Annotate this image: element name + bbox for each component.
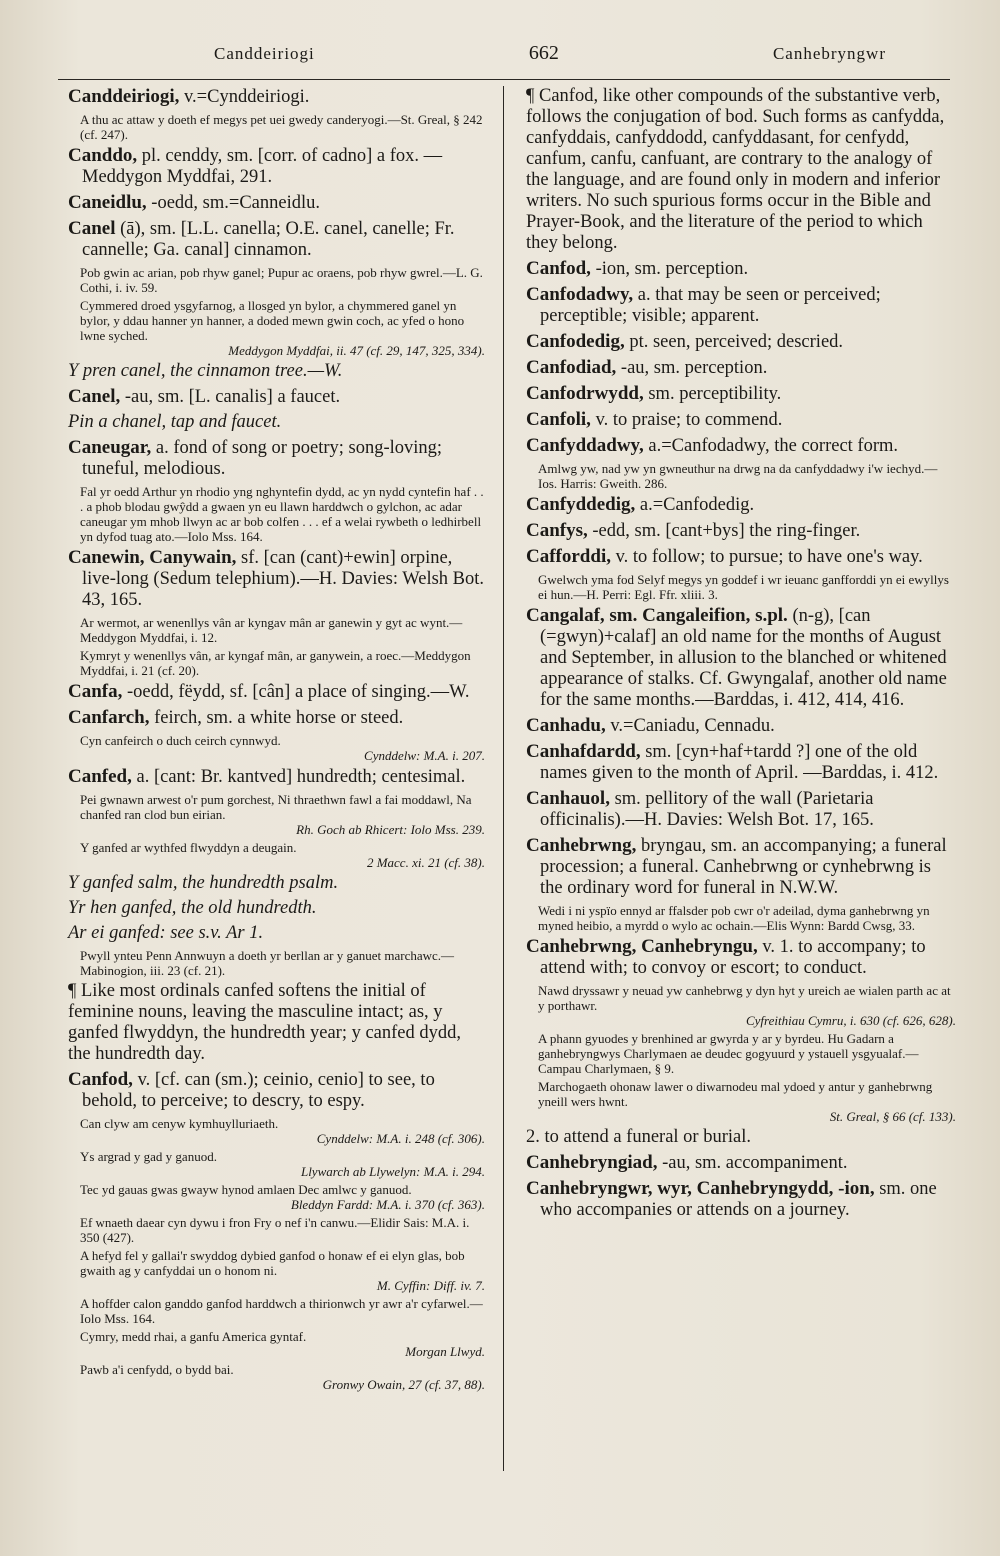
dictionary-entry bbox=[526, 409, 956, 431]
example-phrase: Ar ei ganfed: see s.v. Ar 1. bbox=[68, 923, 264, 943]
usage-note: ¶ Like most ordinals canfed softens the initial of feminine nouns, leaving the masculine intact; as, y ganfed flwyddyn, the hundredth year; y canfed dydd, the hundredth day. bbox=[68, 981, 461, 1064]
entry-definition: v.=Cynddeiriogi. bbox=[184, 87, 310, 107]
entry-headword: Canhadu, bbox=[526, 715, 606, 736]
dictionary-entry bbox=[526, 520, 956, 542]
citation-quote bbox=[538, 903, 956, 933]
citation-quote bbox=[80, 948, 485, 978]
citation-text: Nawd dryssawr y neuad yw canhebrwg y dyn hyt y ureich ae wialen parth ac at y porthawr. bbox=[538, 983, 951, 1013]
usage-note: ¶ Canfod, like other compounds of the substantive verb, follows the conjugation of bod. Such forms as canfydda, canfyddais, canfyddodd, canfyddasant, for cenfydd, canfum, canfu, canfuant, are contrary to the analogy of the language, and are found only in modern and inferior writers. No such spurious forms occur in the Bible and Prayer-Book, and the literature of the period to which they belong. bbox=[526, 86, 945, 253]
citation-source: Llywarch ab Llywelyn: M.A. i. 294. bbox=[300, 1164, 485, 1179]
entry-definition: -ion, sm. perception. bbox=[595, 259, 749, 279]
dictionary-entry bbox=[68, 681, 485, 703]
citation-quote bbox=[80, 1182, 485, 1212]
dictionary-entry bbox=[526, 383, 956, 405]
citation-text: Kymryt y wenenllys vân, ar kyngaf mân, ar ganywein, a roec.—Meddygon Myddfai, i. 21 (cf. 20). bbox=[80, 648, 471, 678]
entry-headword: Cafforddi, bbox=[526, 546, 611, 567]
citation-text: Pwyll ynteu Penn Annwuyn a doeth yr berllan ar y ganuet marchawc.—Mabinogion, iii. 23 (cf. 21). bbox=[80, 948, 455, 978]
entry-headword: Canfa, bbox=[68, 681, 123, 702]
dictionary-entry bbox=[68, 192, 485, 214]
entry-definition: (n-g), [can (=gwyn)+calaf] an old name for the months of August and September, in allusion to the blanched or whitened appearance of stalks. Cf. Gwyngalaf, another old name for the same months.—Barddas, i. 412, 414, 416. bbox=[540, 606, 947, 710]
citation-text: Y ganfed ar wythfed flwyddyn a deugain. bbox=[80, 840, 297, 855]
entry-definition: -au, sm. accompaniment. bbox=[662, 1153, 848, 1173]
entry-definition: sm. pellitory of the wall (Parietaria officinalis).—H. Davies: Welsh Bot. 17, 165. bbox=[540, 789, 874, 830]
example-phrase: Y pren canel, the cinnamon tree.—W. bbox=[68, 361, 343, 381]
entry-definition: -oedd, sm.=Canneidlu. bbox=[151, 193, 320, 213]
citation-quote bbox=[80, 1362, 485, 1392]
citation-quote bbox=[538, 572, 956, 602]
entry-headword: Canhebrwng, Canhebryngu, bbox=[526, 936, 758, 957]
dictionary-entry bbox=[68, 386, 485, 408]
entry-headword: Canfarch, bbox=[68, 707, 150, 728]
citation-text: Wedi i ni yspïo ennyd ar ffalsder pob cwr o'r adeilad, dyma ganhebrwng yn myned heibio, a myrdd o wylo ac ochain.—Elis Wynn: Bardd Cwsg, 33. bbox=[538, 903, 930, 933]
example-phrase: Y ganfed salm, the hundredth psalm. bbox=[68, 873, 339, 893]
citation-source: Cynddelw: M.A. i. 207. bbox=[364, 748, 485, 763]
entry-headword: Canfodrwydd, bbox=[526, 383, 644, 404]
citation-text: Gwelwch yma fod Selyf megys yn goddef i wr ieuanc ganfforddi yn ei ewyllys ei hun.—H. Perri: Egl. Ffr. xliii. 3. bbox=[538, 572, 949, 602]
entry-definition: feirch, sm. a white horse or steed. bbox=[154, 708, 404, 728]
entry-headword: Caneugar, bbox=[68, 437, 152, 458]
dictionary-entry bbox=[526, 546, 956, 568]
sense-line: 2. to attend a funeral or burial. bbox=[526, 1127, 751, 1147]
citation-quote bbox=[80, 733, 485, 763]
citation-source: Bleddyn Fardd: M.A. i. 370 (cf. 363). bbox=[290, 1197, 485, 1212]
citation-source: Gronwy Owain, 27 (cf. 37, 88). bbox=[322, 1377, 485, 1392]
entry-headword: Canfodadwy, bbox=[526, 284, 634, 305]
entry-headword: Canel, bbox=[68, 386, 121, 407]
header-right-guideword: Canhebryngwr bbox=[772, 44, 886, 63]
citation-quote bbox=[538, 1079, 956, 1124]
dictionary-entry bbox=[526, 605, 956, 711]
citation-text: A hefyd fel y gallai'r swyddog dybied ganfod o honaw ef ei elyn glas, bob gwaith ag y canfyddai un o honom ni. bbox=[80, 1248, 465, 1278]
header-rule bbox=[58, 79, 950, 80]
running-head bbox=[64, 42, 956, 65]
citation-quote bbox=[80, 1215, 485, 1245]
dictionary-entry bbox=[526, 936, 956, 979]
citation-quote bbox=[538, 983, 956, 1028]
entry-headword: Canel bbox=[68, 218, 116, 239]
dictionary-entry bbox=[526, 357, 956, 379]
entry-definition: -oedd, fëydd, sf. [cân] a place of singing.—W. bbox=[127, 682, 470, 702]
citation-text: Pei gwnawn arwest o'r pum gorchest, Ni thraethwn fawl a fai moddawl, Na chanfed ran clod bun eirian. bbox=[80, 792, 472, 822]
dictionary-entry bbox=[526, 258, 956, 280]
entry-headword: Canhebryngwr, wyr, Canhebryngydd, -ion, bbox=[526, 1178, 875, 1199]
entry-headword: Canfodedig, bbox=[526, 331, 625, 352]
dictionary-entry bbox=[526, 715, 956, 737]
citation-quote bbox=[80, 1116, 485, 1146]
entry-definition: sm. [cyn+haf+tardd ?] one of the old names given to the month of April. —Barddas, i. 412. bbox=[540, 742, 939, 783]
entry-headword: Canddo, bbox=[68, 145, 138, 166]
entry-headword: Caneidlu, bbox=[68, 192, 147, 213]
citation-text: A hoffder calon ganddo ganfod harddwch a thirionwch yr awr a'r cyfarwel.—Iolo Mss. 164. bbox=[80, 1296, 483, 1326]
dictionary-entry bbox=[526, 284, 956, 327]
entry-headword: Canhauol, bbox=[526, 788, 610, 809]
citation-text: Cymmered droed ysgyfarnog, a llosged yn bylor, a chymmered ganel yn bylor, y ddau hanner yn hanner, a doded mewn gwin coch, ac yfed o hono lwne syched. bbox=[80, 298, 465, 343]
entry-headword: Canfod, bbox=[526, 258, 591, 279]
left-column bbox=[64, 86, 504, 1471]
dictionary-entry bbox=[68, 145, 485, 188]
entry-definition: -edd, sm. [cant+bys] the ring-finger. bbox=[592, 521, 861, 541]
entry-definition: a.=Canfodadwy, the correct form. bbox=[648, 436, 899, 456]
page-number: 662 bbox=[528, 42, 559, 64]
dictionary-entry bbox=[526, 1152, 956, 1174]
entry-headword: Canfed, bbox=[68, 766, 132, 787]
dictionary-entry bbox=[526, 788, 956, 831]
citation-source: Cyfreithiau Cymru, i. 630 (cf. 626, 628). bbox=[745, 1013, 956, 1028]
citation-quote bbox=[80, 792, 485, 837]
entry-definition: a. fond of song or poetry; song-loving; tuneful, melodious. bbox=[82, 438, 443, 479]
citation-source: Rh. Goch ab Rhicert: Iolo Mss. 239. bbox=[296, 822, 485, 837]
entry-definition: -au, sm. [L. canalis] a faucet. bbox=[124, 387, 341, 407]
citation-quote bbox=[80, 265, 485, 295]
citation-source: 2 Macc. xi. 21 (cf. 38). bbox=[366, 855, 485, 870]
citation-text: A phann gyuodes y brenhined ar gwyrda y ar y byrdeu. Hu Gadarn a ganhebryngwys Charlymaen ae deudec gogyuurd y ystauell ysgyualaf.—Campau Charlymaen, § 9. bbox=[538, 1031, 919, 1076]
entry-headword: Canewin, Canywain, bbox=[68, 547, 237, 568]
citation-quote bbox=[80, 1296, 485, 1326]
dictionary-entry bbox=[526, 741, 956, 784]
entry-definition: v. to follow; to pursue; to have one's way. bbox=[615, 547, 923, 567]
entry-definition: sm. perceptibility. bbox=[648, 384, 782, 404]
entry-headword: Canfoli, bbox=[526, 409, 591, 430]
citation-text: Marchogaeth ohonaw lawer o diwarnodeu mal ydoed y antur y ganhebrwng yneill wers hwnt. bbox=[538, 1079, 933, 1109]
dictionary-entry bbox=[68, 766, 485, 788]
citation-quote bbox=[80, 484, 485, 544]
citation-quote bbox=[80, 1248, 485, 1293]
header-left-guideword: Canddeiriogi bbox=[214, 44, 315, 63]
entry-definition: sm. one who accompanies or attends on a journey. bbox=[540, 1179, 937, 1220]
citation-source: Cynddelw: M.A. i. 248 (cf. 306). bbox=[316, 1131, 485, 1146]
entry-definition: a. [cant: Br. kantved] hundredth; centesimal. bbox=[136, 767, 466, 787]
entry-definition: (ā), sm. [L.L. canella; O.E. canel, canelle; Fr. cannelle; Ga. canal] cinnamon. bbox=[82, 219, 455, 260]
citation-text: Amlwg yw, nad yw yn gwneuthur na drwg na da canfyddadwy i'w iechyd.—Ios. Harris: Gweith. 286. bbox=[538, 461, 938, 491]
citation-quote bbox=[80, 1149, 485, 1179]
entry-definition: a. that may be seen or perceived; perceptible; visible; apparent. bbox=[540, 285, 881, 326]
citation-quote bbox=[80, 615, 485, 645]
citation-text: Pob gwin ac arian, pob rhyw ganel; Pupur ac oraens, pob rhyw gwrel.—L. G. Cothi, i. iv. 59. bbox=[80, 265, 483, 295]
citation-text: Can clyw am cenyw kymhuylluriaeth. bbox=[80, 1116, 279, 1131]
citation-quote bbox=[538, 1031, 956, 1076]
citation-quote bbox=[80, 298, 485, 358]
citation-source: Morgan Llwyd. bbox=[405, 1344, 485, 1359]
dictionary-entry bbox=[68, 707, 485, 729]
citation-quote bbox=[80, 1329, 485, 1359]
dictionary-entry bbox=[68, 437, 485, 480]
entry-definition: bryngau, sm. an accompanying; a funeral procession; a funeral. Canhebrwng or cynhebrwng is the ordinary word for funeral in N.W.W. bbox=[540, 836, 947, 898]
example-phrase: Pin a chanel, tap and faucet. bbox=[68, 412, 282, 432]
dictionary-entry bbox=[526, 1178, 956, 1221]
dictionary-entry bbox=[526, 331, 956, 353]
dictionary-entry bbox=[68, 218, 485, 261]
entry-headword: Cangalaf, sm. Cangaleifion, s.pl. bbox=[526, 605, 788, 626]
entry-headword: Canfys, bbox=[526, 520, 588, 541]
columns bbox=[64, 86, 956, 1471]
entry-definition: pt. seen, perceived; descried. bbox=[629, 332, 844, 352]
entry-headword: Canfodiad, bbox=[526, 357, 617, 378]
citation-text: A thu ac attaw y doeth ef megys pet uei gwedy canderyogi.—St. Greal, § 242 (cf. 247). bbox=[80, 112, 483, 142]
citation-text: Ar wermot, ar wenenllys vân ar kyngav mân ar ganewin y gyt ac wynt.—Meddygon Myddfai, i. 12. bbox=[80, 615, 463, 645]
citation-text: Cyn canfeirch o duch ceirch cynnwyd. bbox=[80, 733, 281, 748]
entry-headword: Canhebryngiad, bbox=[526, 1152, 658, 1173]
example-phrase: Yr hen ganfed, the old hundredth. bbox=[68, 898, 317, 918]
right-column bbox=[504, 86, 956, 1471]
citation-text: Cymry, medd rhai, a ganfu America gyntaf. bbox=[80, 1329, 307, 1344]
citation-text: Fal yr oedd Arthur yn rhodio yng nghyntefin dydd, ac yn nydd cyntefin haf . . . a phob blodau gwŷdd a gwaen yn eu llawn harddwch o gylchon, ac adar caneugar ym mhob llwyn ac ar bob colfen . . . ef a welai rywbeth o ledhirbell yn dyfod tuag ato.—Iolo Mss. 164. bbox=[80, 484, 484, 544]
dictionary-entry bbox=[68, 547, 485, 611]
entry-headword: Canfod, bbox=[68, 1069, 133, 1090]
dictionary-entry bbox=[68, 1069, 485, 1112]
citation-quote bbox=[538, 461, 956, 491]
entry-definition: sf. [can (cant)+ewin] orpine, live-long (Sedum telephium).—H. Davies: Welsh Bot. 43, 165. bbox=[82, 548, 485, 610]
citation-text: Pawb a'i cenfydd, o bydd bai. bbox=[80, 1362, 234, 1377]
citation-source: St. Greal, § 66 (cf. 133). bbox=[829, 1109, 956, 1124]
entry-headword: Canddeiriogi, bbox=[68, 86, 180, 107]
entry-definition: v.=Caniadu, Cennadu. bbox=[610, 716, 775, 736]
entry-headword: Canfyddedig, bbox=[526, 494, 636, 515]
entry-headword: Canfyddadwy, bbox=[526, 435, 644, 456]
entry-definition: -au, sm. perception. bbox=[620, 358, 768, 378]
citation-source: Meddygon Myddfai, ii. 47 (cf. 29, 147, 325, 334). bbox=[228, 343, 485, 358]
entry-definition: v. 1. to accompany; to attend with; to convoy or escort; to conduct. bbox=[540, 937, 926, 978]
citation-text: Ef wnaeth daear cyn dywu i fron Fry o nef i'n canwu.—Elidir Sais: M.A. i. 350 (427). bbox=[80, 1215, 470, 1245]
entry-definition: v. [cf. can (sm.); ceinio, cenio] to see, to behold, to perceive; to descry, to espy. bbox=[82, 1070, 435, 1111]
citation-quote bbox=[80, 840, 485, 870]
citation-source: M. Cyffin: Diff. iv. 7. bbox=[376, 1278, 485, 1293]
entry-headword: Canhebrwng, bbox=[526, 835, 637, 856]
entry-headword: Canhafdardd, bbox=[526, 741, 641, 762]
citation-text: Ys argrad y gad y ganuod. bbox=[80, 1149, 217, 1164]
entry-definition: a.=Canfodedig. bbox=[639, 495, 755, 515]
dictionary-entry bbox=[68, 86, 485, 108]
dictionary-entry bbox=[526, 435, 956, 457]
dictionary-entry bbox=[526, 835, 956, 899]
entry-definition: v. to praise; to commend. bbox=[595, 410, 783, 430]
citation-quote bbox=[80, 112, 485, 142]
entry-definition: pl. cenddy, sm. [corr. of cadno] a fox. —Meddygon Myddfai, 291. bbox=[82, 146, 443, 187]
dictionary-entry bbox=[526, 494, 956, 516]
citation-quote bbox=[80, 648, 485, 678]
citation-text: Tec yd gauas gwas gwayw hynod amlaen Dec amlwc y ganuod. bbox=[80, 1182, 412, 1197]
